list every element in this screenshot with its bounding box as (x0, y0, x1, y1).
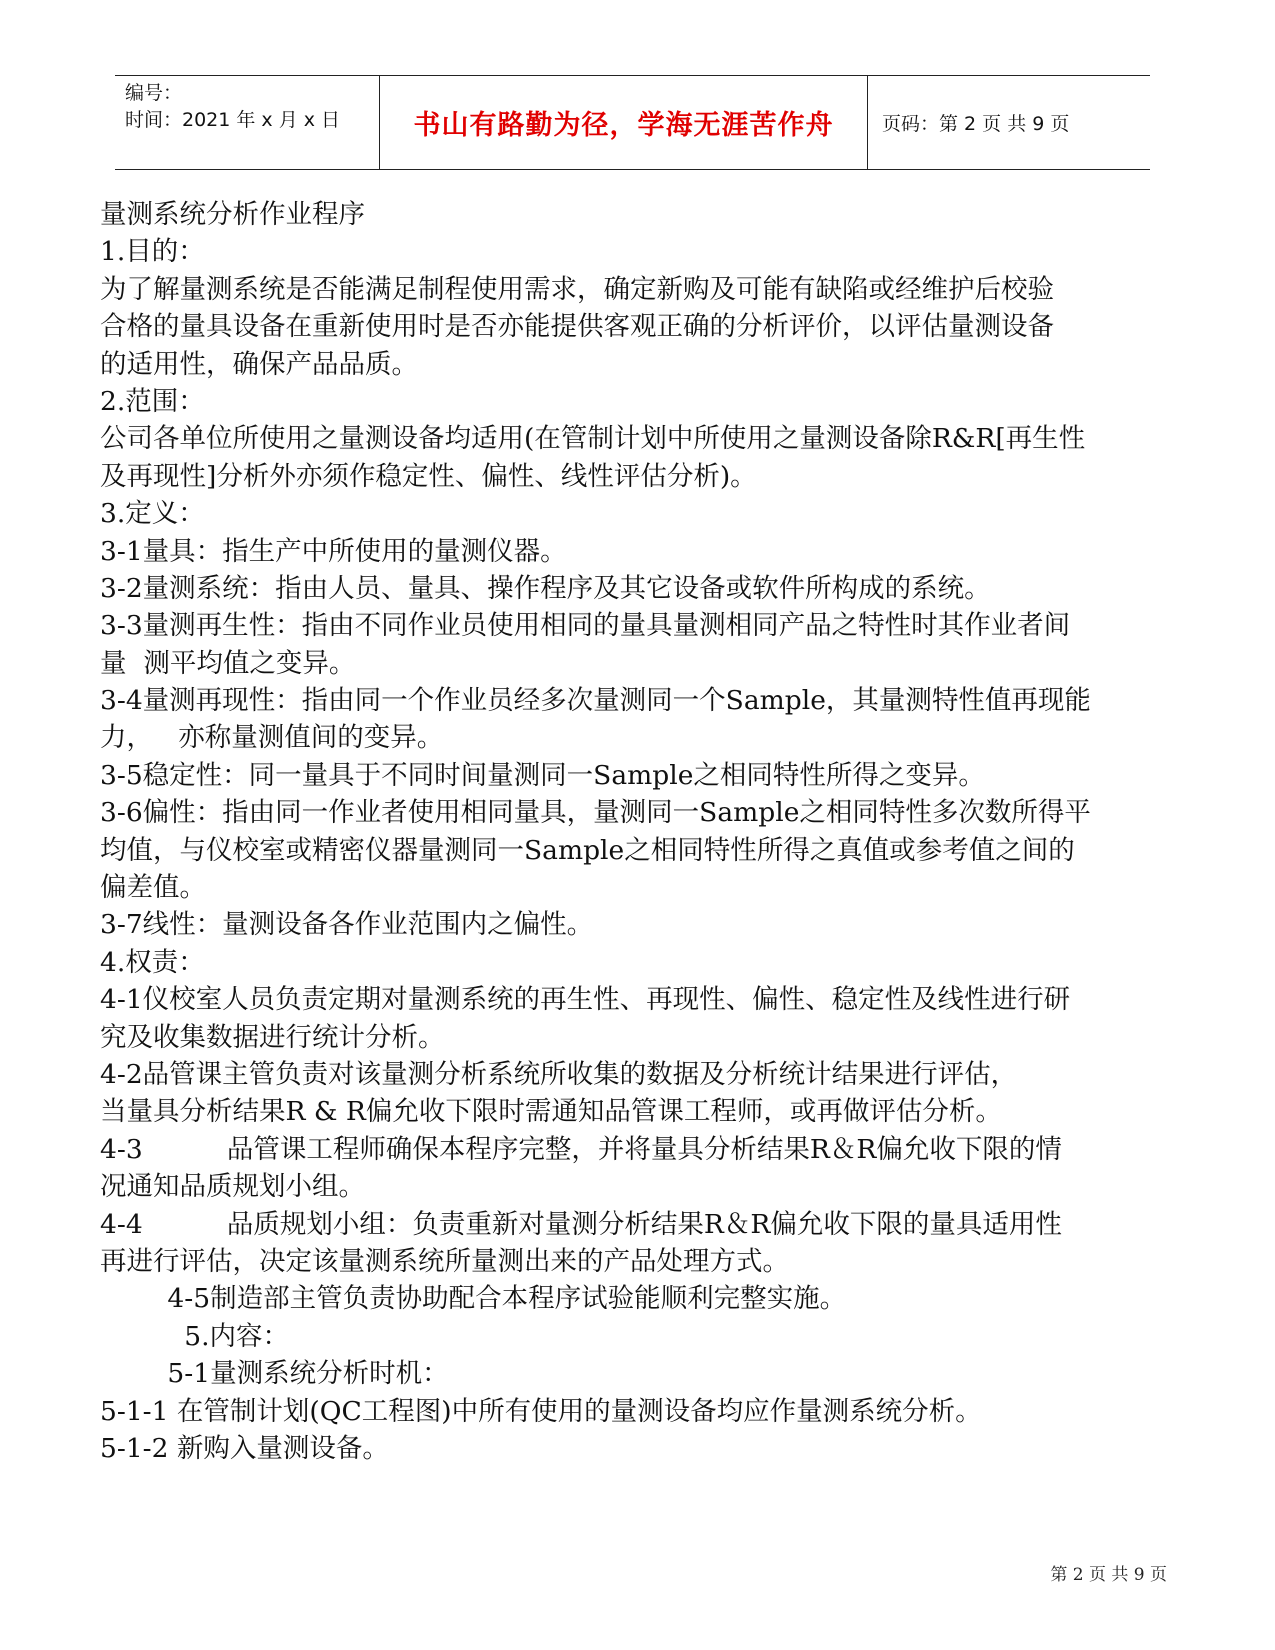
body-line: 5-1量测系统分析时机： (100, 1358, 449, 1390)
header-page-info: 页码：第 2 页 共 9 页 (882, 113, 1070, 135)
body-line: 当量具分析结果R & R偏允收下限时需通知品管课工程师，或再做评估分析。 (100, 1096, 1002, 1128)
body-line: 4-3 品管课工程师确保本程序完整，并将量具分析结果R＆R偏允收下限的情 (100, 1133, 1062, 1165)
page-footer: 第 2 页 共 9 页 (1050, 1565, 1167, 1585)
body-line: 5-1-1 在管制计划(QC工程图)中所有使用的量测设备均应作量测系统分析。 (100, 1395, 982, 1427)
header-motto: 书山有路勤为径，学海无涯苦作舟 (380, 76, 868, 169)
body-line: 5-1-2 新购入量测设备。 (100, 1432, 389, 1464)
body-line: 3.定义： (100, 498, 205, 530)
body-line: 为了解量测系统是否能满足制程使用需求，确定新购及可能有缺陷或经维护后校验 (100, 273, 1054, 305)
body-line: 均值，与仪校室或精密仪器量测同一Sample之相同特性所得之真值或参考值之间的 (100, 834, 1075, 866)
body-line: 3-6偏性：指由同一作业者使用相同量具，量测同一Sample之相同特性多次数所得平 (100, 797, 1091, 829)
document-body (100, 196, 1175, 1467)
header-left-cell (115, 76, 380, 169)
body-line: 5.内容： (100, 1320, 290, 1352)
body-line: 3-4量测再现性：指由同一个作业员经多次量测同一个Sample，其量测特性值再现能 (100, 685, 1091, 717)
body-line: 3-3量测再生性：指由不同作业员使用相同的量具量测相同产品之特性时其作业者间 (100, 610, 1071, 642)
body-line: 4-4 品质规划小组：负责重新对量测分析结果R＆R偏允收下限的量具适用性 (100, 1208, 1062, 1240)
body-line: 及再现性]分析外亦须作稳定性、偏性、线性评估分析)。 (100, 460, 757, 492)
body-line: 3-7线性：量测设备各作业范围内之偏性。 (100, 909, 594, 941)
body-line: 3-5稳定性：同一量具于不同时间量测同一Sample之相同特性所得之变异。 (100, 759, 985, 791)
body-line: 1.目的： (100, 236, 205, 268)
body-line: 4-2品管课主管负责对该量测分析系统所收集的数据及分析统计结果进行评估， (100, 1058, 1018, 1090)
body-line: 3-1量具：指生产中所使用的量测仪器。 (100, 535, 567, 567)
doc-number-label: 编号： (125, 82, 183, 104)
body-line: 合格的量具设备在重新使用时是否亦能提供客观正确的分析评价，以评估量测设备 (100, 311, 1054, 343)
body-line: 的适用性，确保产品品质。 (100, 348, 418, 380)
body-line: 况通知品质规划小组。 (100, 1171, 365, 1203)
body-line: 3-2量测系统：指由人员、量具、操作程序及其它设备或软件所构成的系统。 (100, 572, 991, 604)
body-line: 量 测平均值之变异。 (100, 647, 356, 679)
body-line: 4.权责： (100, 946, 205, 978)
body-line: 量测系统分析作业程序 (100, 199, 365, 230)
body-line: 偏差值。 (100, 872, 206, 904)
body-line: 2.范围： (100, 385, 205, 417)
doc-time-label: 时间：2021 年 x 月 x 日 (125, 109, 341, 131)
document-header (115, 75, 1150, 170)
body-line: 4-5制造部主管负责协助配合本程序试验能顺利完整实施。 (100, 1283, 847, 1315)
body-line: 力， 亦称量测值间的变异。 (100, 722, 444, 754)
body-line: 究及收集数据进行统计分析。 (100, 1021, 445, 1053)
body-line: 再进行评估，决定该量测系统所量测出来的产品处理方式。 (100, 1245, 789, 1277)
body-line: 4-1仪校室人员负责定期对量测系统的再生性、再现性、偏性、稳定性及线性进行研 (100, 984, 1071, 1016)
body-line: 公司各单位所使用之量测设备均适用(在管制计划中所使用之量测设备除R&R[再生性 (100, 423, 1086, 455)
